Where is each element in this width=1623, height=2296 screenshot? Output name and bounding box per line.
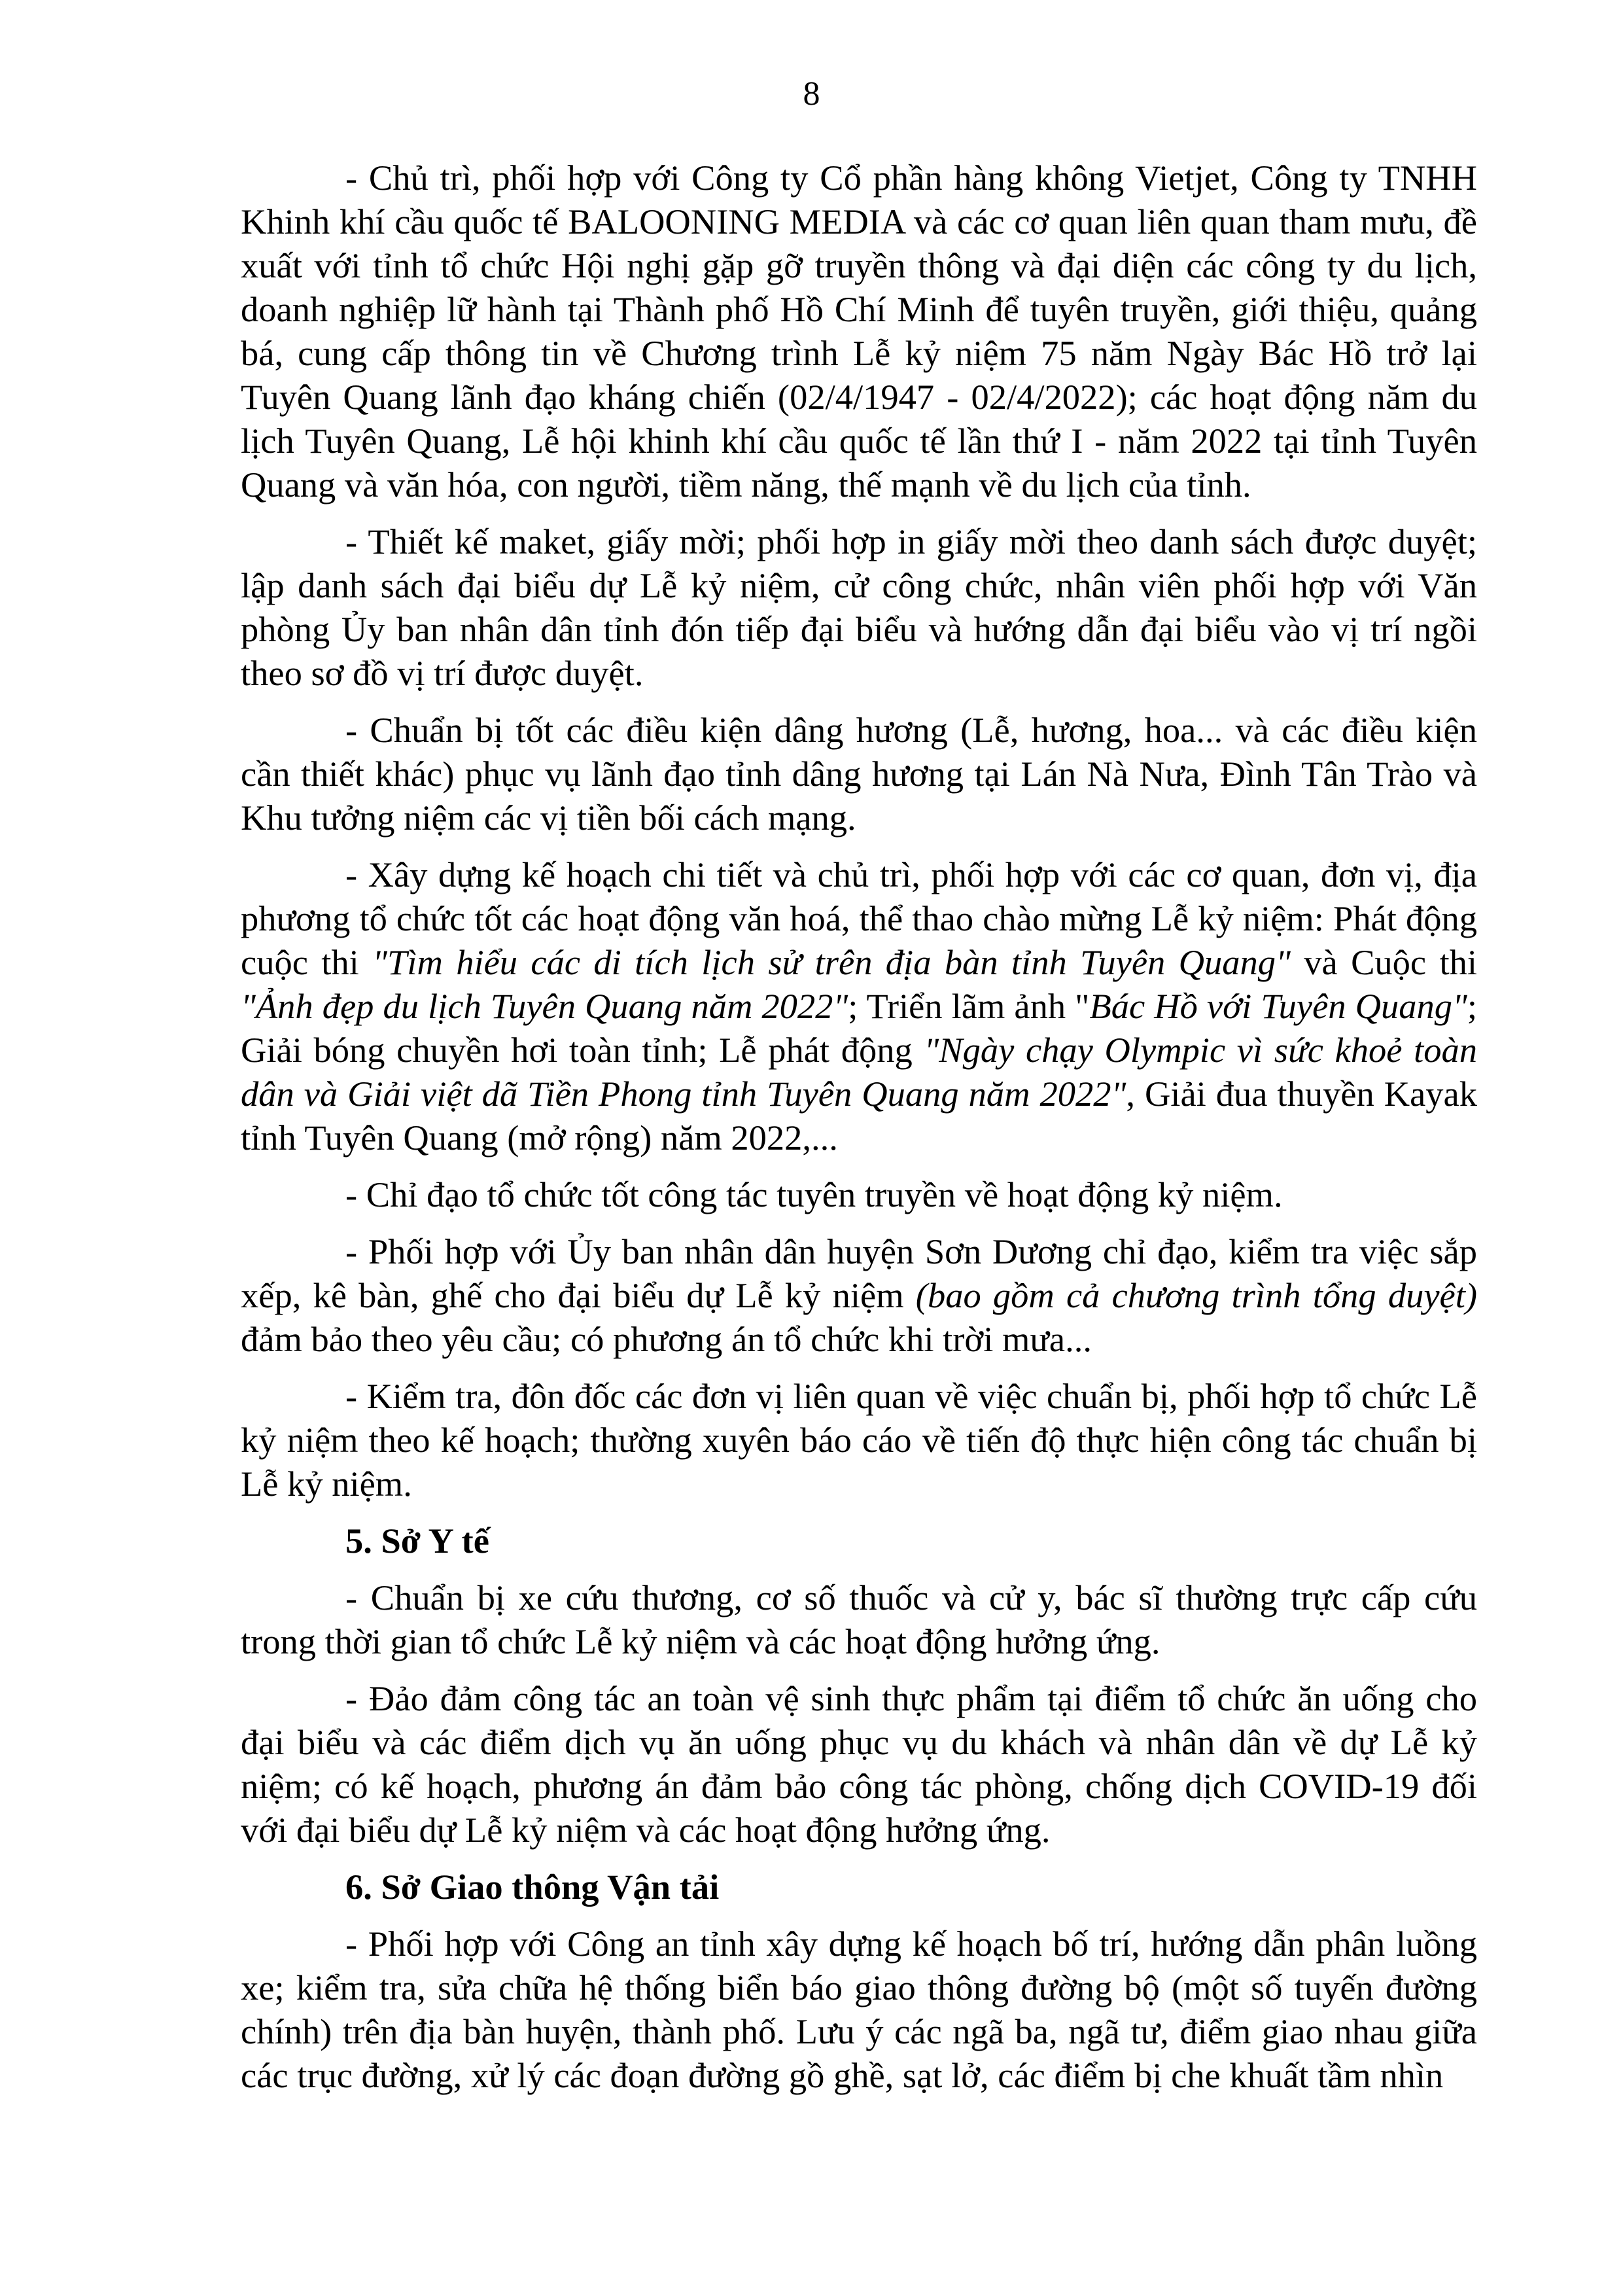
italic-text-run: "Ngày chạy Olympic vì sức khoẻ toàn dân và Giải việt dã Tiền Phong tỉnh Tuyên Quang năm 2022"	[241, 1030, 1477, 1114]
section-heading	[241, 1865, 1477, 1909]
paragraph	[241, 156, 1477, 506]
paragraph	[241, 1374, 1477, 1506]
italic-text-run: (bao gồm cả chương trình tổng duyệt)	[915, 1275, 1477, 1315]
text-run: ; Giải bóng chuyền hơi toàn tỉnh; Lễ phát động	[241, 986, 1478, 1070]
document-body	[241, 156, 1477, 2110]
text-run: - Chỉ đạo tổ chức tốt công tác tuyên truyền về hoạt động kỷ niệm.	[345, 1174, 1283, 1214]
text-run: và Cuộc thi	[1290, 942, 1478, 982]
page-number: 8	[803, 75, 820, 113]
section-heading	[241, 1519, 1477, 1563]
text-run: - Chủ trì, phối hợp với Công ty Cổ phần hàng không Vietjet, Công ty TNHH Khinh khí cầu quốc tế BALOONING MEDIA và các cơ quan liên quan tham mưu, đề xuất với tỉnh tổ chức Hội nghị gặp gỡ truyền thông và đại diện các công ty du lịch, doanh nghiệp lữ hành tại Thành phố Hồ Chí Minh để tuyên truyền, giới thiệu, quảng bá, cung cấp thông tin về Chương trình Lễ kỷ niệm 75 năm Ngày Bác Hồ trở lại Tuyên Quang lãnh đạo kháng chiến (02/4/1947 - 02/4/2022); các hoạt động năm du lịch Tuyên Quang, Lễ hội khinh khí cầu quốc tế lần thứ I - năm 2022 tại tỉnh Tuyên Quang và văn hóa, con người, tiềm năng, thế mạnh về du lịch của tỉnh.	[241, 158, 1477, 504]
paragraph	[241, 1173, 1477, 1216]
text-run: - Kiểm tra, đôn đốc các đơn vị liên quan về việc chuẩn bị, phối hợp tổ chức Lễ kỷ niệm theo kế hoạch; thường xuyên báo cáo về tiến độ thực hiện công tác chuẩn bị Lễ kỷ niệm.	[241, 1376, 1477, 1504]
text-run: ; Triển lãm ảnh "	[848, 986, 1090, 1026]
text-run: - Chuẩn bị tốt các điều kiện dâng hương (Lễ, hương, hoa... và các điều kiện cần thiết khác) phục vụ lãnh đạo tỉnh dâng hương tại Lán Nà Nưa, Đình Tân Trào và Khu tưởng niệm các vị tiền bối cách mạng.	[241, 710, 1477, 838]
paragraph	[241, 1676, 1477, 1852]
paragraph	[241, 520, 1477, 695]
text-run: đảm bảo theo yêu cầu; có phương án tổ chức khi trời mưa...	[241, 1319, 1092, 1359]
italic-text-run: "Tìm hiểu các di tích lịch sử trên địa bàn tỉnh Tuyên Quang"	[372, 942, 1291, 982]
text-run: , Giải đua thuyền Kayak tỉnh Tuyên Quang (mở rộng) năm 2022,...	[241, 1074, 1477, 1157]
text-run: - Thiết kế maket, giấy mời; phối hợp in giấy mời theo danh sách được duyệt; lập danh sách đại biểu dự Lễ kỷ niệm, cử công chức, nhân viên phối hợp với Văn phòng Ủy ban nhân dân tỉnh đón tiếp đại biểu và hướng dẫn đại biểu vào vị trí ngồi theo sơ đồ vị trí được duyệt.	[241, 521, 1477, 693]
text-run: - Phối hợp với Ủy ban nhân dân huyện Sơn Dương chỉ đạo, kiểm tra việc sắp xếp, kê bàn, ghế cho đại biểu dự Lễ kỷ niệm	[241, 1231, 1477, 1315]
paragraph	[241, 708, 1477, 839]
text-run: - Xây dựng kế hoạch chi tiết và chủ trì, phối hợp với các cơ quan, đơn vị, địa phương tổ chức tốt các hoạt động văn hoá, thể thao chào mừng Lễ kỷ niệm: Phát động cuộc thi	[241, 855, 1477, 982]
text-run: 5. Sở Y tế	[345, 1521, 489, 1561]
paragraph	[241, 853, 1477, 1159]
paragraph	[241, 1576, 1477, 1663]
text-run: - Chuẩn bị xe cứu thương, cơ số thuốc và cử y, bác sĩ thường trực cấp cứu trong thời gian tổ chức Lễ kỷ niệm và các hoạt động hưởng ứng.	[241, 1578, 1477, 1661]
italic-text-run: Bác Hồ với Tuyên Quang"	[1089, 986, 1467, 1026]
text-run: - Đảo đảm công tác an toàn vệ sinh thực phẩm tại điểm tổ chức ăn uống cho đại biểu và các điểm dịch vụ ăn uống phục vụ du khách và nhân dân về dự Lễ kỷ niệm; có kế hoạch, phương án đảm bảo công tác phòng, chống dịch COVID-19 đối với đại biểu dự Lễ kỷ niệm và các hoạt động hưởng ứng.	[241, 1678, 1477, 1850]
paragraph	[241, 1922, 1477, 2097]
paragraph	[241, 1229, 1477, 1361]
italic-text-run: "Ảnh đẹp du lịch Tuyên Quang năm 2022"	[241, 986, 848, 1026]
text-run: - Phối hợp với Công an tỉnh xây dựng kế hoạch bố trí, hướng dẫn phân luồng xe; kiểm tra, sửa chữa hệ thống biển báo giao thông đường bộ (một số tuyến đường chính) trên địa bàn huyện, thành phố. Lưu ý các ngã ba, ngã tư, điểm giao nhau giữa các trục đường, xử lý các đoạn đường gồ ghề, sạt lở, các điểm bị che khuất tầm nhìn	[241, 1924, 1477, 2095]
text-run: 6. Sở Giao thông Vận tải	[345, 1867, 720, 1907]
